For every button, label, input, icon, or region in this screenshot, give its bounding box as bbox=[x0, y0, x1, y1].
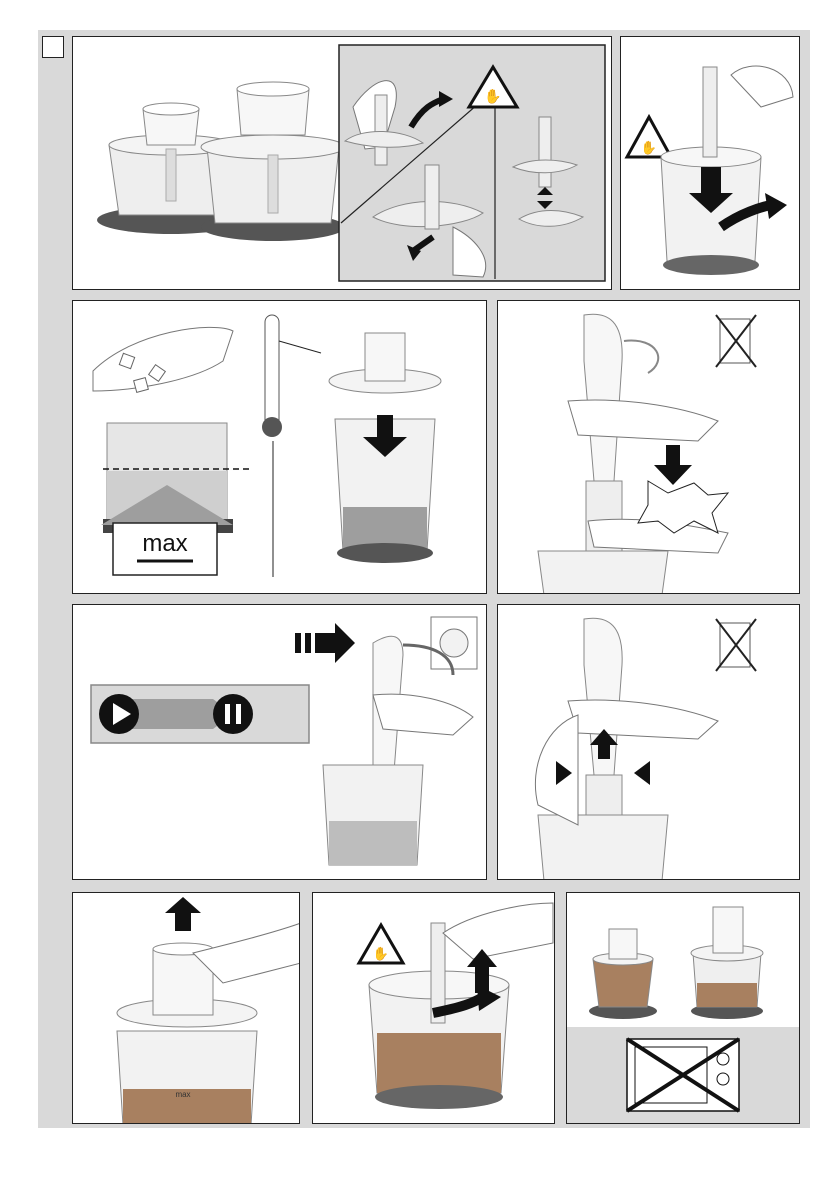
operate-panel bbox=[72, 604, 487, 880]
remove-lid-panel bbox=[72, 892, 300, 1124]
blade-removal-inset bbox=[339, 45, 605, 281]
max-large-label: max bbox=[142, 530, 188, 557]
large-chopper-illustration bbox=[201, 82, 345, 241]
power-socket-icon bbox=[431, 617, 477, 669]
no-plug-icon bbox=[716, 315, 756, 367]
attach-motor-panel bbox=[497, 300, 800, 594]
blade-warning-icon: ✋ bbox=[372, 946, 390, 961]
play-icon bbox=[99, 694, 139, 734]
blade-insertion-panel bbox=[620, 36, 800, 290]
section-marker bbox=[42, 36, 64, 58]
filling-to-max-panel bbox=[72, 300, 487, 594]
no-microwave-icon bbox=[627, 1039, 739, 1111]
blade-warning-icon: ✋ bbox=[640, 140, 658, 155]
blade-warning-icon: ✋ bbox=[484, 88, 502, 104]
remove-blade-panel bbox=[312, 892, 555, 1124]
choppers-overview-panel bbox=[72, 36, 612, 290]
no-microwave-panel bbox=[566, 892, 800, 1124]
pause-icon bbox=[213, 694, 253, 734]
max-small-label: max bbox=[175, 1090, 191, 1099]
detach-motor-panel bbox=[497, 604, 800, 880]
no-plug-icon bbox=[716, 619, 756, 671]
